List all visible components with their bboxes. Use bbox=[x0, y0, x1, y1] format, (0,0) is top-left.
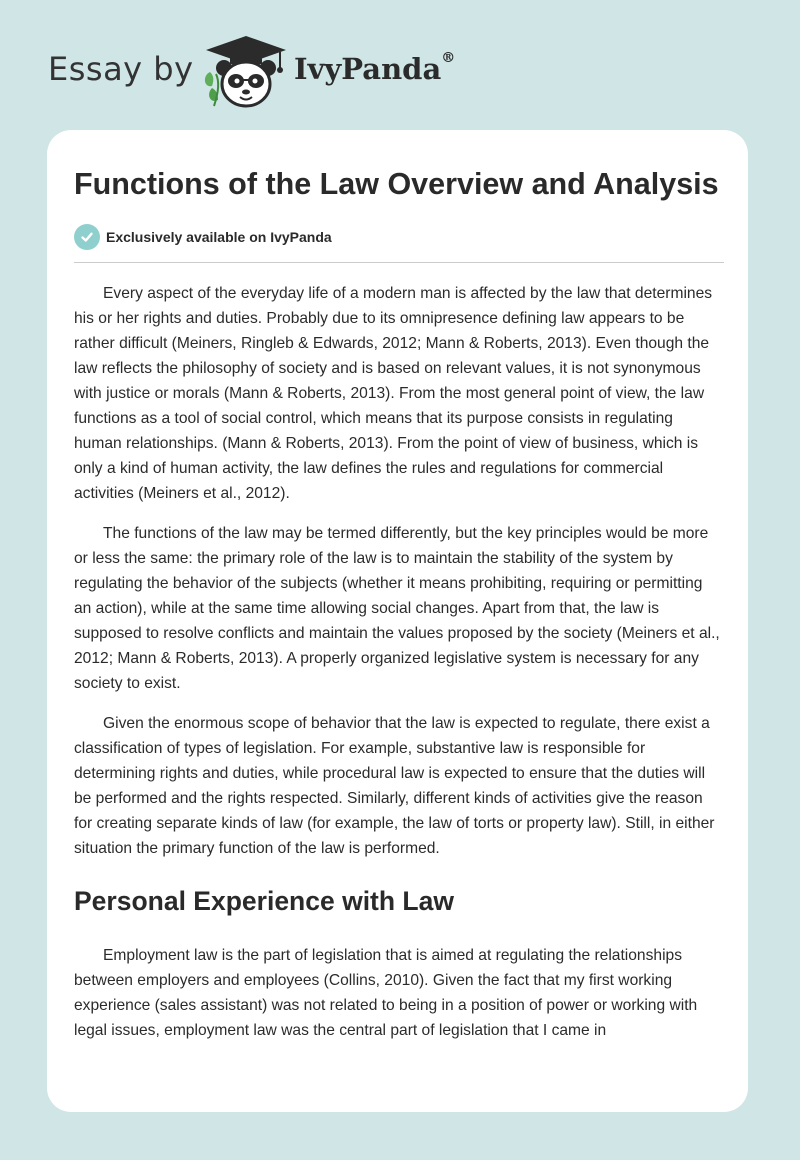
essay-content bbox=[74, 164, 724, 1058]
registered-mark: ® bbox=[441, 50, 456, 67]
check-circle-icon bbox=[74, 224, 100, 250]
exclusive-label: Exclusively available on IvyPanda bbox=[106, 229, 332, 245]
essay-by-label: Essay by bbox=[48, 50, 194, 88]
brand-name[interactable] bbox=[294, 52, 455, 86]
brand-text: IvyPanda bbox=[294, 52, 442, 86]
site-header bbox=[0, 0, 800, 130]
section-heading: Personal Experience with Law bbox=[74, 886, 454, 916]
exclusive-badge bbox=[74, 224, 724, 250]
essay-body bbox=[74, 281, 724, 1043]
page-title: Functions of the Law Overview and Analysis bbox=[74, 167, 719, 201]
panda-graduate-icon[interactable] bbox=[200, 34, 292, 110]
paragraph: Employment law is the part of legislation that is aimed at regulating the relationships between employers and employees (Collins, 2010). Given the fact that my first working experience (sales assistant) was not related to being in a position of power or working with legal issues, employment law was the central part of legislation that I came in bbox=[74, 947, 698, 1039]
divider bbox=[74, 262, 724, 263]
essay-card bbox=[47, 130, 748, 1112]
paragraph: Given the enormous scope of behavior that the law is expected to regulate, there exist a classification of types of legislation. For example, substantive law is responsible for determining rights and duties, while procedural law is expected to ensure that the duties will be performed and the rights respected. Similarly, different kinds of activities give the reason for creating separate kinds of law (for example, the law of torts or property law). Still, in either situation the primary function of the law is performed. bbox=[74, 715, 715, 857]
paragraph: The functions of the law may be termed differently, but the key principles would be more or less the same: the primary role of the law is to maintain the stability of the system by regulating the behavior of the subjects (whether it means prohibiting, requiring or permitting an action), while at the same time allowing social changes. Apart from that, the law is supposed to resolve conflicts and maintain the values proposed by the society (Meiners et al., 2012; Mann & Roberts, 2013). A properly organized legislative system is necessary for any society to exist. bbox=[74, 525, 720, 692]
paragraph: Every aspect of the everyday life of a modern man is affected by the law that determines his or her rights and duties. Probably due to its omnipresence defining law appears to be rather difficult (Meiners, Ringleb & Edwards, 2012; Mann & Roberts, 2013). Even though the law reflects the philosophy of society and is based on relevant values, it is not synonymous with justice or morals (Mann & Roberts, 2013). From the most general point of view, the law functions as a tool of social control, which means that its purpose consists in regulating human relationships. (Mann & Roberts, 2013). From the point of view of business, which is only a kind of human activity, the law defines the rules and regulations for commercial activities (Meiners et al., 2012). bbox=[74, 285, 713, 502]
